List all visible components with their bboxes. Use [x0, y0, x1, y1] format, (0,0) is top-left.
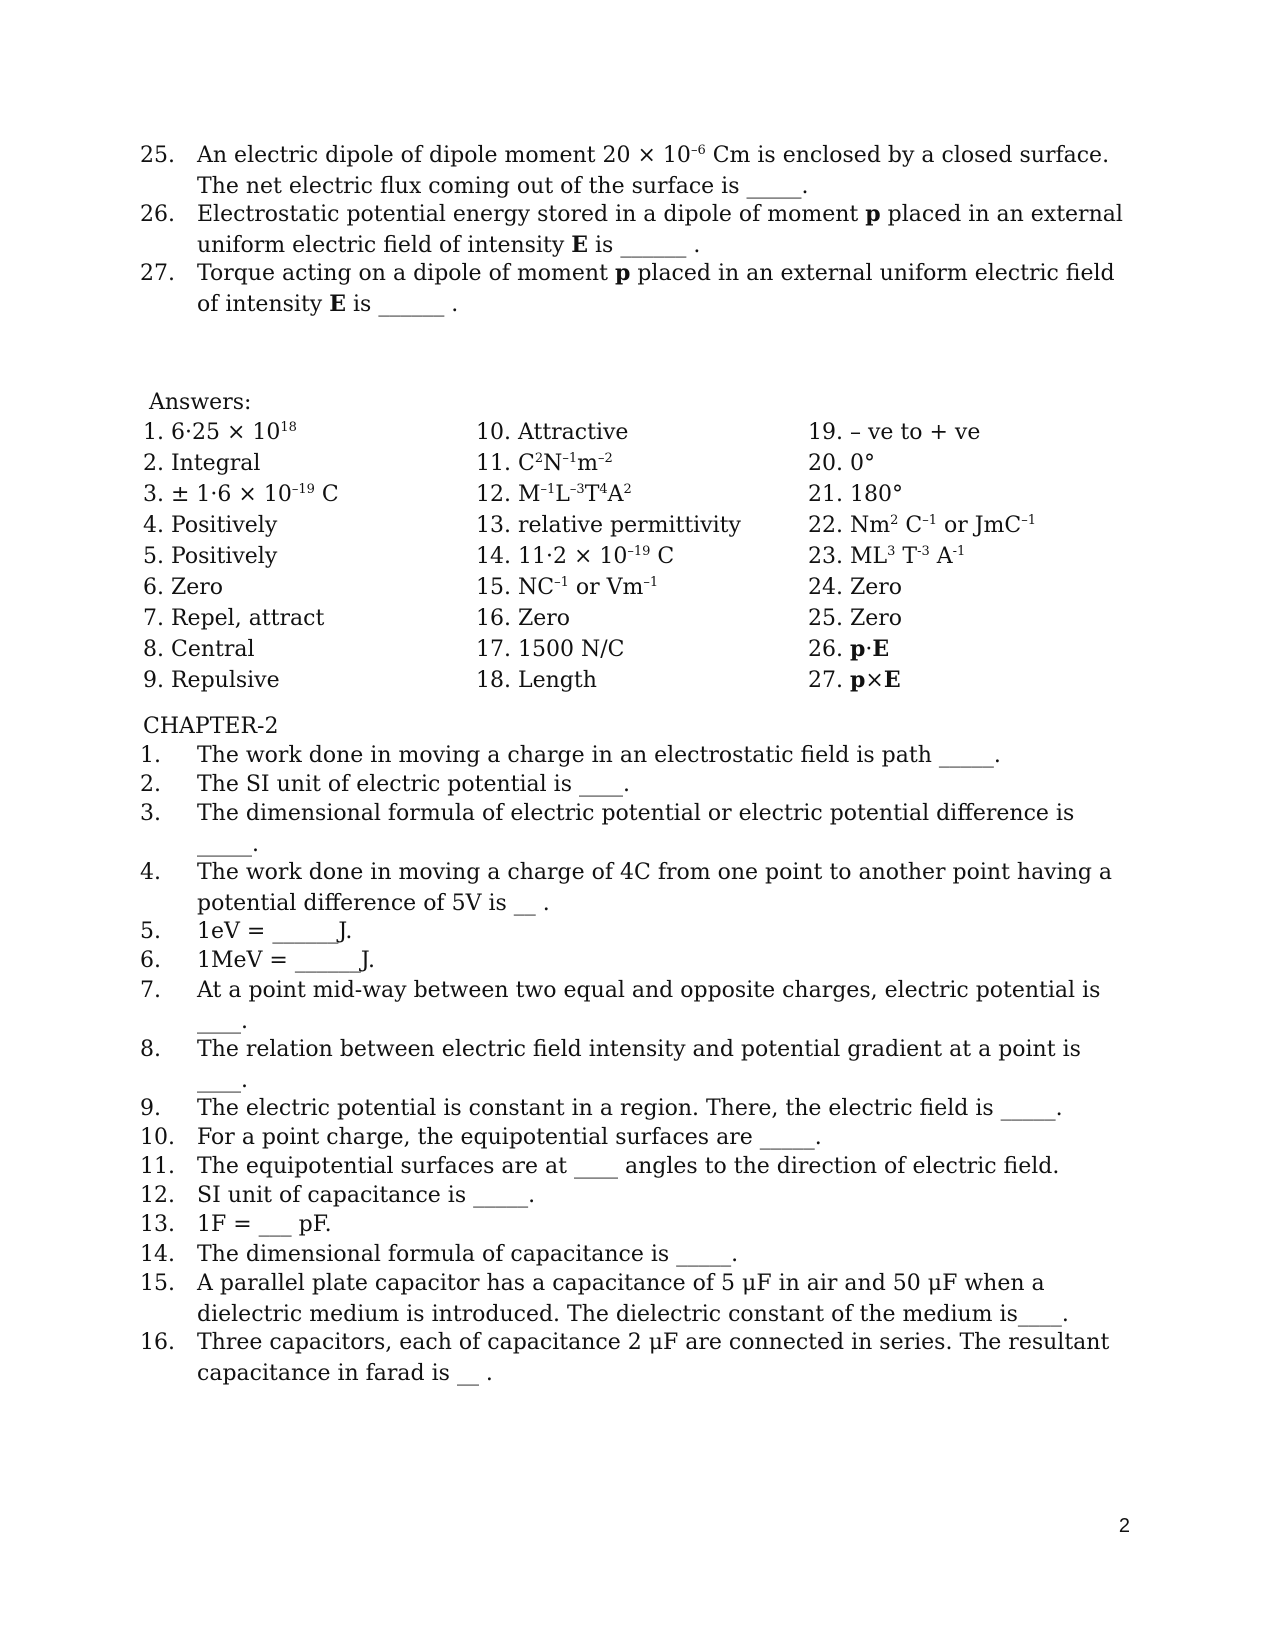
question-number: 8.	[140, 1037, 161, 1062]
question-text	[197, 1239, 1130, 1270]
answer-item	[143, 634, 339, 665]
answer-item	[143, 479, 339, 510]
text-run: SI unit of capacitance is _____.	[197, 1183, 536, 1208]
superscript: 2	[534, 451, 544, 466]
ch2-question-12	[140, 1180, 1130, 1211]
question-text	[197, 258, 1130, 320]
text-run: 12. M	[476, 482, 541, 507]
question-number: 2.	[140, 772, 161, 797]
bold-symbol: E	[872, 636, 890, 662]
answer-item	[476, 665, 741, 696]
text-run: 26.	[808, 637, 850, 662]
text-run: 20. 0°	[808, 451, 875, 476]
text-run: C	[650, 544, 675, 569]
text-run: 14. 11·2 × 10	[476, 544, 628, 569]
ch2-question-3	[140, 798, 1130, 860]
text-run: 6. Zero	[143, 575, 224, 600]
question-number: 26.	[140, 202, 175, 227]
question-text	[197, 199, 1130, 261]
superscript: –1	[562, 451, 578, 466]
text-run: 1MeV = ______J.	[197, 948, 375, 973]
answer-item	[808, 665, 1036, 696]
answers-column-3	[808, 417, 1036, 696]
text-run: 2. Integral	[143, 451, 261, 476]
ch2-question-1	[140, 740, 1130, 771]
ch2-question-7	[140, 975, 1130, 1037]
answer-item	[808, 479, 1036, 510]
question-number: 14.	[140, 1242, 175, 1267]
answer-item	[808, 634, 1036, 665]
answer-item	[143, 603, 339, 634]
text-run: or JmC	[936, 513, 1022, 538]
text-run: 10. Attractive	[476, 420, 629, 445]
text-run: The work done in moving a charge in an electrostatic field is path _____.	[197, 743, 1001, 768]
answer-item	[143, 541, 339, 572]
text-run: 21. 180°	[808, 482, 903, 507]
text-run: placed in an external uniform electric field of intensity	[197, 202, 1123, 258]
text-run: is ______ .	[588, 233, 701, 258]
superscript: -1	[952, 544, 966, 559]
answer-item	[476, 479, 741, 510]
superscript: –3	[569, 482, 585, 497]
text-run: The electric potential is constant in a region. There, the electric field is _____.	[197, 1096, 1063, 1121]
text-run: 17. 1500 N/C	[476, 637, 625, 662]
superscript: –6	[690, 143, 706, 158]
question-text	[197, 1268, 1130, 1330]
question-text	[197, 1327, 1130, 1389]
text-run: Cm is enclosed by a closed surface. The net electric flux coming out of the surface is _____.	[197, 143, 1110, 199]
answers-column-2	[476, 417, 741, 696]
question-text	[197, 916, 1130, 947]
text-run: m	[577, 451, 599, 476]
ch2-question-15	[140, 1268, 1130, 1330]
superscript: –1	[922, 513, 937, 528]
answer-item	[476, 417, 741, 448]
superscript: –1	[643, 575, 659, 590]
text-run: 8. Central	[143, 637, 255, 662]
text-run: 4. Positively	[143, 513, 278, 538]
answer-item	[476, 448, 741, 479]
text-run: The equipotential surfaces are at ____ angles to the direction of electric field.	[197, 1154, 1060, 1179]
text-run: 1eV = ______J.	[197, 919, 353, 944]
question-number: 7.	[140, 978, 161, 1003]
text-run: 9. Repulsive	[143, 668, 280, 693]
answers-column-1	[143, 417, 339, 696]
superscript: 2	[623, 482, 632, 497]
bold-symbol: E	[571, 232, 589, 258]
question-number: 1.	[140, 743, 161, 768]
answer-item	[143, 510, 339, 541]
superscript: 18	[280, 420, 297, 435]
text-run: 15. NC	[476, 575, 555, 600]
text-run: placed in an external uniform electric field of intensity	[197, 261, 1115, 317]
superscript: –19	[627, 544, 651, 559]
answer-item	[808, 417, 1036, 448]
text-run: The SI unit of electric potential is ____.	[197, 772, 630, 797]
text-run: For a point charge, the equipotential surfaces are _____.	[197, 1125, 822, 1150]
text-run: C	[898, 513, 923, 538]
bold-symbol: p	[849, 667, 866, 693]
question-text	[197, 857, 1130, 919]
text-run: Torque acting on a dipole of moment	[197, 261, 615, 286]
ch2-question-4	[140, 857, 1130, 919]
superscript: –1	[540, 482, 556, 497]
answer-item	[143, 572, 339, 603]
question-number: 6.	[140, 948, 161, 973]
text-run: The dimensional formula of capacitance is _____.	[197, 1242, 739, 1267]
question-number: 13.	[140, 1212, 175, 1237]
bold-symbol: p	[849, 636, 866, 662]
question-text	[197, 1034, 1130, 1096]
text-run: The relation between electric field intensity and potential gradient at a point is ____.	[197, 1037, 1081, 1093]
chapter-heading: CHAPTER-2	[143, 714, 279, 739]
answer-item	[808, 572, 1036, 603]
question-number: 12.	[140, 1183, 175, 1208]
text-run: 1. 6·25 × 10	[143, 420, 281, 445]
question-number: 16.	[140, 1330, 175, 1355]
question-number: 10.	[140, 1125, 175, 1150]
text-run: 3. ± 1·6 × 10	[143, 482, 292, 507]
text-run: 24. Zero	[808, 575, 903, 600]
text-run: A parallel plate capacitor has a capacitance of 5 μF in air and 50 μF when a dielectric medium is introduced. The dielectric constant of the medium is____.	[197, 1271, 1069, 1327]
bold-symbol: p	[614, 260, 631, 286]
ch2-question-5	[140, 916, 1130, 947]
superscript: 3	[887, 544, 896, 559]
question-number: 4.	[140, 860, 161, 885]
ch2-question-8	[140, 1034, 1130, 1096]
ch2-question-16	[140, 1327, 1130, 1389]
question-text	[197, 1151, 1130, 1182]
superscript: -3	[917, 544, 930, 559]
answer-item	[808, 448, 1036, 479]
answer-item	[476, 603, 741, 634]
superscript: –2	[598, 451, 613, 466]
superscript: –1	[1021, 513, 1037, 528]
question-text	[197, 798, 1130, 860]
text-run: The work done in moving a charge of 4C from one point to another point having a potential difference of 5V is __ .	[197, 860, 1113, 916]
question-number: 5.	[140, 919, 161, 944]
text-run: 18. Length	[476, 668, 597, 693]
text-run: 1F = ___ pF.	[197, 1212, 332, 1237]
ch2-question-13	[140, 1209, 1130, 1240]
question-text	[197, 140, 1130, 202]
text-run: T	[584, 482, 600, 507]
text-run: The dimensional formula of electric potential or electric potential difference is _____.	[197, 801, 1075, 857]
text-run: 22. Nm	[808, 513, 891, 538]
text-run: 5. Positively	[143, 544, 278, 569]
question-26	[140, 199, 1130, 261]
text-run: 11. C	[476, 451, 535, 476]
superscript: –19	[291, 482, 315, 497]
text-run: 16. Zero	[476, 606, 571, 631]
text-run: At a point mid-way between two equal and opposite charges, electric potential is ____.	[197, 978, 1101, 1034]
text-run: is ______ .	[346, 292, 459, 317]
question-text	[197, 975, 1130, 1037]
question-text	[197, 1209, 1130, 1240]
bold-symbol: p	[865, 201, 881, 227]
question-text	[197, 1180, 1130, 1211]
answer-item	[808, 541, 1036, 572]
answer-item	[476, 510, 741, 541]
question-number: 11.	[140, 1154, 175, 1179]
text-run: 23. ML	[808, 544, 888, 569]
question-number: 15.	[140, 1271, 175, 1296]
question-number: 9.	[140, 1096, 161, 1121]
ch2-question-10	[140, 1122, 1130, 1153]
answer-item	[476, 541, 741, 572]
question-text	[197, 740, 1130, 771]
superscript: 4	[599, 482, 608, 497]
question-number: 25.	[140, 143, 175, 168]
answer-item	[808, 510, 1036, 541]
ch2-question-11	[140, 1151, 1130, 1182]
text-run: 27.	[808, 668, 850, 693]
text-run: Electrostatic potential energy stored in a dipole of moment	[197, 202, 866, 227]
ch2-question-2	[140, 769, 1130, 800]
text-run: 13. relative permittivity	[476, 513, 741, 538]
text-run: N	[543, 451, 563, 476]
answer-item	[143, 665, 339, 696]
page-number: 2	[1118, 1515, 1130, 1537]
text-run: An electric dipole of dipole moment 20 × 10	[197, 143, 691, 168]
bold-symbol: E	[883, 667, 901, 693]
text-run: A	[929, 544, 953, 569]
text-run: 25. Zero	[808, 606, 903, 631]
text-run: ·	[865, 637, 873, 662]
superscript: 2	[890, 513, 899, 528]
text-run: Three capacitors, each of capacitance 2 μF are connected in series. The resultant capacitance in farad is __ .	[197, 1330, 1110, 1386]
ch2-question-14	[140, 1239, 1130, 1270]
question-number: 3.	[140, 801, 161, 826]
ch2-question-6	[140, 945, 1130, 976]
bold-symbol: E	[329, 291, 346, 317]
question-number: 27.	[140, 261, 175, 286]
text-run: 19. – ve to + ve	[808, 420, 981, 445]
answer-item	[143, 448, 339, 479]
answer-item	[476, 634, 741, 665]
text-run: A	[607, 482, 624, 507]
answer-item	[476, 572, 741, 603]
question-text	[197, 945, 1130, 976]
text-run: or Vm	[568, 575, 644, 600]
question-text	[197, 769, 1130, 800]
question-27	[140, 258, 1130, 320]
question-25	[140, 140, 1130, 202]
superscript: –1	[554, 575, 569, 590]
question-text	[197, 1122, 1130, 1153]
ch2-question-9	[140, 1093, 1130, 1124]
text-run: T	[895, 544, 918, 569]
text-run: ×	[865, 668, 884, 693]
answer-item	[808, 603, 1036, 634]
text-run: 7. Repel, attract	[143, 606, 325, 631]
answer-item	[143, 417, 339, 448]
text-run: L	[555, 482, 570, 507]
answers-heading: Answers:	[149, 390, 252, 415]
question-text	[197, 1093, 1130, 1124]
text-run: C	[314, 482, 339, 507]
